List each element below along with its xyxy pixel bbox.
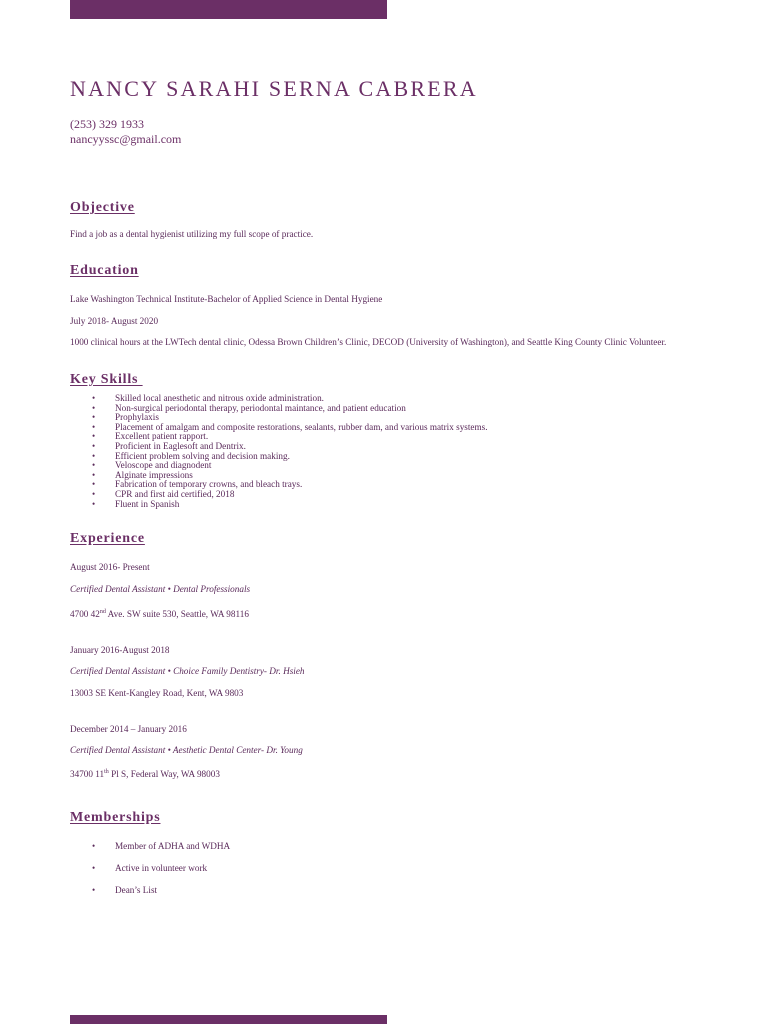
list-item: • Skilled local anesthetic and nitrous oxide administration. [70, 394, 488, 404]
education-heading: Education [70, 263, 139, 278]
job-address-rest: Pl S, Federal Way, WA 98003 [108, 769, 220, 780]
memberships-list [70, 840, 230, 906]
job-address: 13003 SE Kent-Kangley Road, Kent, WA 9803 [70, 688, 244, 698]
skills-heading: Key Skills [70, 372, 143, 387]
list-item: • Member of ADHA and WDHA [70, 840, 230, 862]
bottom-accent-bar [70, 1015, 387, 1024]
job-dates: January 2016-August 2018 [70, 645, 170, 655]
list-item: • Fluent in Spanish [70, 500, 488, 510]
objective-heading: Objective [70, 200, 135, 215]
job-address-rest: Ave. SW suite 530, Seattle, WA 98116 [105, 609, 249, 620]
phone-number: (253) 329 1933 [70, 117, 144, 131]
list-item: • Proficient in Eaglesoft and Dentrix. [70, 442, 488, 452]
list-item: • Alginate impressions [70, 471, 488, 481]
job-address-number: 4700 42 [70, 609, 100, 620]
top-accent-bar [70, 0, 387, 19]
list-item: • Efficient problem solving and decision making. [70, 452, 488, 462]
list-item: • Dean’s List [70, 884, 230, 906]
resume-name: NANCY SARAHI SERNA CABRERA [70, 76, 478, 101]
list-item: • CPR and first aid certified, 2018 [70, 490, 488, 500]
job-title: Certified Dental Assistant • Aesthetic Dental Center- Dr. Young [70, 745, 303, 755]
memberships-heading: Memberships [70, 810, 161, 825]
email-address: nancyyssc@gmail.com [70, 132, 182, 146]
list-item: • Active in volunteer work [70, 862, 230, 884]
job-address-number: 34700 11 [70, 769, 105, 780]
job-address [70, 608, 249, 620]
education-dates: July 2018- August 2020 [70, 316, 159, 326]
list-item: • Fabrication of temporary crowns, and bleach trays. [70, 480, 488, 490]
education-details: 1000 clinical hours at the LWTech dental clinic, Odessa Brown Children’s Clinic, DECOD (University of Washington), and Seattle King County Clinic Volunteer. [70, 337, 667, 347]
job-title: Certified Dental Assistant • Choice Family Dentistry- Dr. Hsieh [70, 666, 305, 676]
list-item: • Veloscope and diagnodent [70, 461, 488, 471]
job-address-ordinal: nd [99, 609, 106, 615]
experience-heading: Experience [70, 531, 145, 546]
job-address-ordinal: th [104, 769, 109, 775]
list-item: • Excellent patient rapport. [70, 432, 488, 442]
list-item: • Non-surgical periodontal therapy, periodontal maintance, and patient education [70, 404, 488, 414]
job-title: Certified Dental Assistant • Dental Professionals [70, 584, 251, 594]
job-dates: December 2014 – January 2016 [70, 724, 187, 734]
job-address [70, 768, 220, 780]
skills-list [70, 394, 488, 509]
job-dates: August 2016- Present [70, 562, 150, 572]
objective-text: Find a job as a dental hygienist utilizing my full scope of practice. [70, 229, 314, 239]
education-school: Lake Washington Technical Institute-Bachelor of Applied Science in Dental Hygiene [70, 294, 383, 304]
list-item: • Prophylaxis [70, 413, 488, 423]
list-item: • Placement of amalgam and composite restorations, sealants, rubber dam, and various matrix systems. [70, 423, 488, 433]
